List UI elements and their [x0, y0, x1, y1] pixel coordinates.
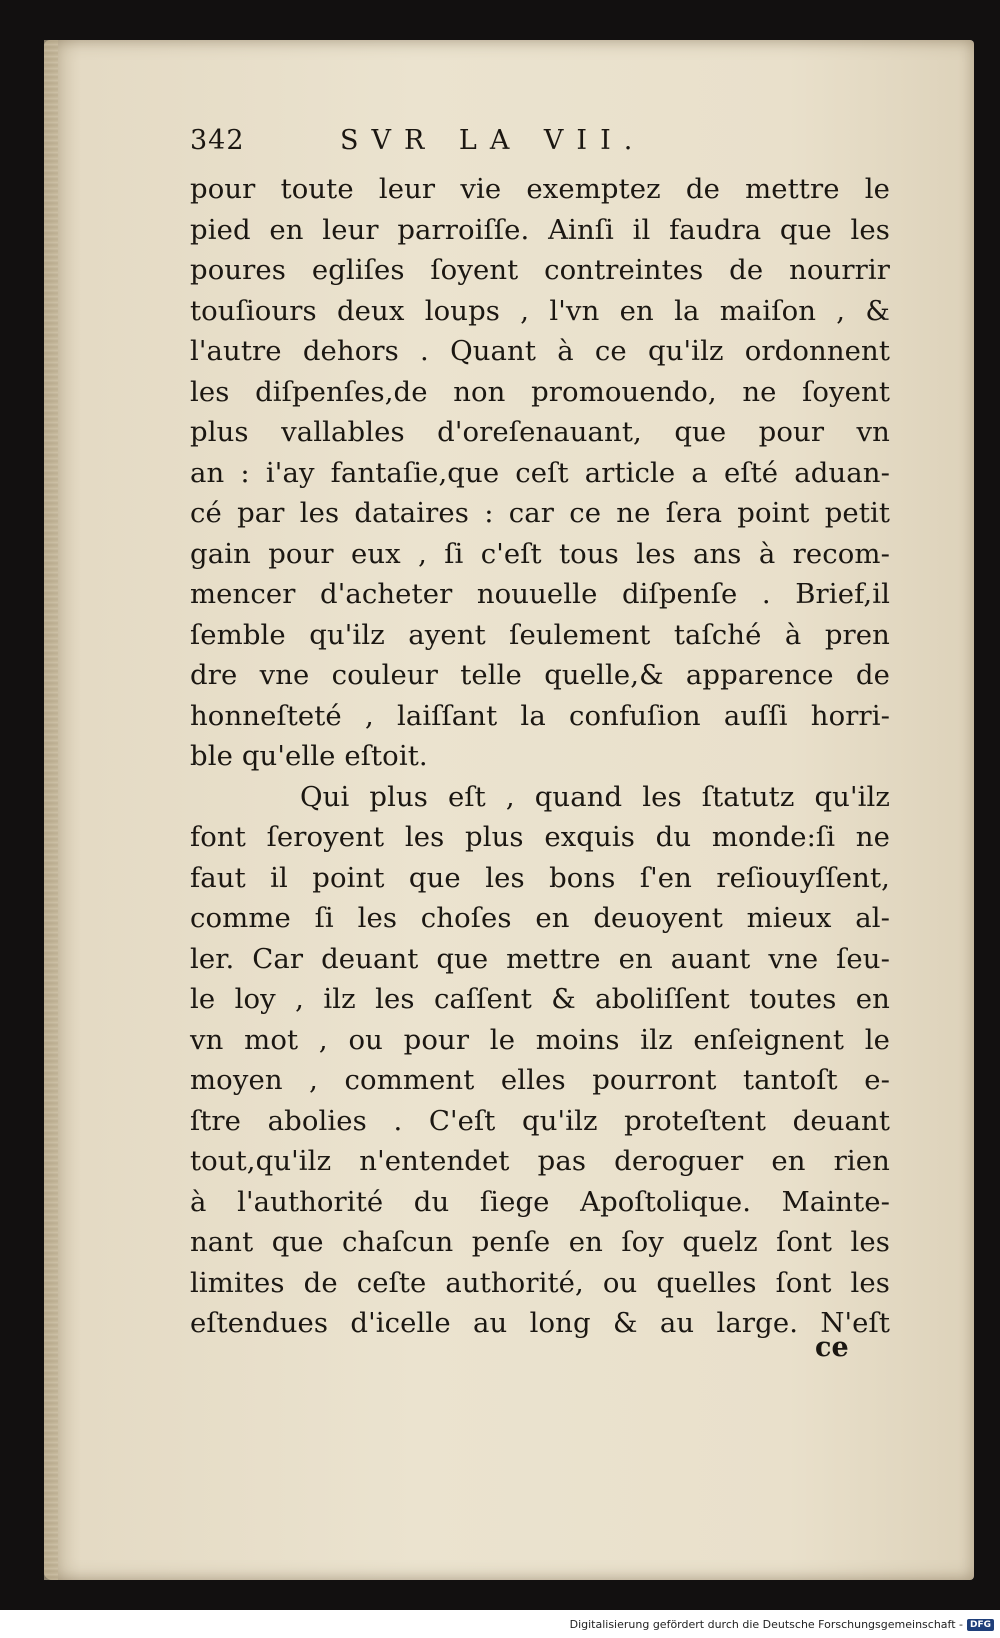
catchword: ce: [815, 1332, 849, 1363]
text-line: mencer d'acheter nouuelle diſpenſe . Brief,il: [190, 578, 890, 610]
text-line: cé par les dataires : car ce ne ſera point petit: [190, 497, 890, 529]
footer-text: Digitalisierung gefördert durch die Deutsche Forschungsgemeinschaft -: [569, 1618, 963, 1631]
text-line: les diſpenſes,de non promouendo, ne ſoyent: [190, 375, 890, 408]
text-line: eſtendues d'icelle au long & au large. N'eſt: [190, 1307, 890, 1339]
text-line: plus vallables d'oreſenauant, que pour vn: [190, 416, 890, 448]
paragraph-1: [190, 169, 890, 777]
text-line: ble qu'elle eſtoit.: [190, 740, 428, 772]
page-number: 342: [190, 125, 245, 156]
text-line: dre vne couleur telle quelle,& apparence de: [190, 659, 890, 691]
text-line: gain pour eux , ſi c'eſt tous les ans à recom-: [190, 537, 890, 570]
text-line: moyen , comment elles pourront tantoſt e-: [190, 1064, 890, 1096]
text-line: touſiours deux loups , l'vn en la maiſon , &: [190, 294, 890, 327]
text-line: honneſteté , laiſſant la confuſion auſſi horri-: [190, 699, 890, 732]
text-line: à l'authorité du ſiege Apoſtolique. Mainte-: [190, 1185, 890, 1218]
text-line: le loy , ilz les caſſent & aboliſſent toutes en: [190, 983, 890, 1015]
dfg-logo-icon: DFG: [967, 1619, 994, 1631]
text-line: ſemble qu'ilz ayent ſeulement taſché à pren: [190, 618, 890, 651]
text-line: faut il point que les bons ſ'en reſiouyſſent,: [190, 861, 890, 894]
running-head: [190, 125, 890, 169]
text-line: poures egliſes ſoyent contreintes de nourrir: [190, 254, 890, 286]
text-line: ſtre abolies . C'eſt qu'ilz proteſtent deuant: [190, 1104, 890, 1137]
text-line: font ſeroyent les plus exquis du monde:ſi ne: [190, 821, 890, 853]
text-line: pied en leur parroiſſe. Ainſi il faudra que les: [190, 213, 890, 246]
text-line: an : i'ay fantaſie,que ceſt article a eſté aduan-: [190, 456, 890, 489]
text-line: ler. Car deuant que mettre en auant vne ſeu-: [190, 942, 890, 975]
text-line: nant que chaſcun penſe en ſoy quelz ſont les: [190, 1226, 890, 1258]
page-edge: [44, 40, 58, 1580]
text-line: comme ſi les choſes en deuoyent mieux al-: [190, 902, 890, 934]
text-line: l'autre dehors . Quant à ce qu'ilz ordonnent: [190, 335, 890, 367]
text-line: vn mot , ou pour le moins ilz enſeignent le: [190, 1023, 890, 1056]
running-title: SVR LA VII.: [340, 125, 646, 156]
text-line: limites de ceſte authorité, ou quelles ſont les: [190, 1266, 890, 1299]
text-line: Qui plus eſt , quand les ſtatutz qu'ilz: [300, 780, 890, 813]
text-block: [190, 125, 890, 1344]
footer-credit: [570, 1618, 994, 1631]
text-line: pour toute leur vie exemptez de mettre le: [190, 173, 890, 205]
text-line: tout,qu'ilz n'entendet pas deroguer en rien: [190, 1145, 890, 1177]
paragraph-2: [190, 777, 890, 1344]
